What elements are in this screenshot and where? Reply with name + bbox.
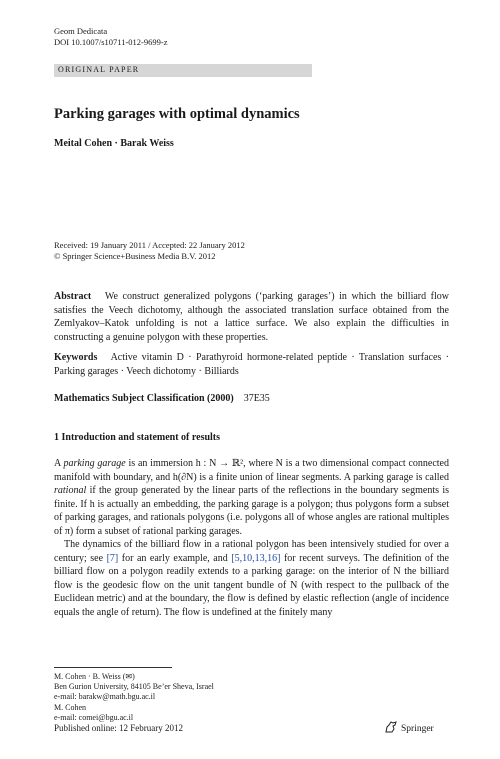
footnote-affiliation-1: [54, 672, 214, 702]
journal-name: Geom Dedicata: [54, 26, 108, 36]
publisher-name: Springer: [401, 724, 434, 734]
keywords-text: Active vitamin D · Parathyroid hormone-related peptide · Translation surfaces · Parking garages · Veech dichotomy · Billiards: [54, 352, 450, 377]
copyright: © Springer Science+Business Media B.V. 2012: [54, 251, 216, 261]
dates-block: [54, 240, 245, 262]
term-parking-garage: parking garage: [63, 458, 126, 469]
article-type-label: ORIGINAL PAPER: [58, 65, 140, 74]
article-type-banner: [54, 64, 312, 77]
footnote-names: M. Cohen: [54, 703, 86, 712]
keywords: [54, 351, 449, 378]
section-heading: 1 Introduction and statement of results: [54, 432, 221, 443]
publisher-logo: [384, 721, 434, 734]
abstract-label: Abstract: [54, 291, 92, 302]
msc-value: 37E35: [243, 393, 270, 404]
paper-title: Parking garages with optimal dynamics: [54, 106, 300, 122]
footnote-email[interactable]: e-mail: comei@bgu.ac.il: [54, 713, 134, 722]
footnote-affiliation-2: [54, 703, 133, 723]
abstract-text: We construct generalized polygons (‘parking garages’) in which the billiard flow satisfies the Veech dichotomy, although the associated translation surface obtained from the Zemlyakov–Katok unfolding is not a lattice surface. We also explain the difficulties in constructing a genuine polygon with these properties.: [54, 291, 450, 343]
term-rational: rational: [54, 485, 87, 496]
citation-link[interactable]: [7]: [106, 552, 119, 564]
received-accepted: Received: 19 January 2011 / Accepted: 22 January 2012: [54, 240, 245, 250]
footnote-divider: [54, 667, 172, 668]
msc-label: Mathematics Subject Classification (2000): [54, 393, 234, 404]
published-date: Published online: 12 February 2012: [54, 723, 183, 733]
keywords-label: Keywords: [54, 352, 98, 363]
intro-paragraph-2: The dynamics of the billiard flow in a rational polygon has been intensively studied for over a century; see [7] for an early example, and [5,10,13,16] for recent surveys. The definition of the billiard flow on a polygon readily extends to a parking garage: on the interior of N the billiard flow is the geodesic flow on the unit tangent bundle of N (with respect to the pullback of the Euclidean metric) and at the boundary, the flow is defined by elastic reflection (angle of incidence equals the angle of return). The flow is undefined at the finitely many: [54, 539, 449, 618]
msc: [54, 392, 449, 406]
doi: DOI 10.1007/s10711-012-9699-z: [54, 37, 168, 47]
footnote-affiliation: Ben Gurion University, 84105 Be’er Sheva, Israel: [54, 682, 214, 691]
abstract: [54, 290, 449, 344]
intro-paragraph-1: A parking garage is an immersion h : N → ℝ², where N is a two dimensional compact connected manifold with boundary, and h(∂N) is a finite union of linear segments. A parking garage is called rational if the group generated by the linear parts of the reflections in the boundary segments is finite. If h is actually an embedding, the parking garage is a polygon; thus polygons form a subset of parking garages, and rationals polygons (i.e. polygons all of whose angles are rational multiples of π) form a subset of rational parking garages.: [54, 458, 449, 537]
footnote-email[interactable]: e-mail: barakw@math.bgu.ac.il: [54, 692, 156, 701]
springer-horse-icon: [384, 721, 398, 733]
author-list: Meital Cohen · Barak Weiss: [54, 138, 174, 149]
footnote-names: M. Cohen · B. Weiss (✉): [54, 672, 135, 681]
citation-link[interactable]: [5,10,13,16]: [231, 552, 281, 564]
